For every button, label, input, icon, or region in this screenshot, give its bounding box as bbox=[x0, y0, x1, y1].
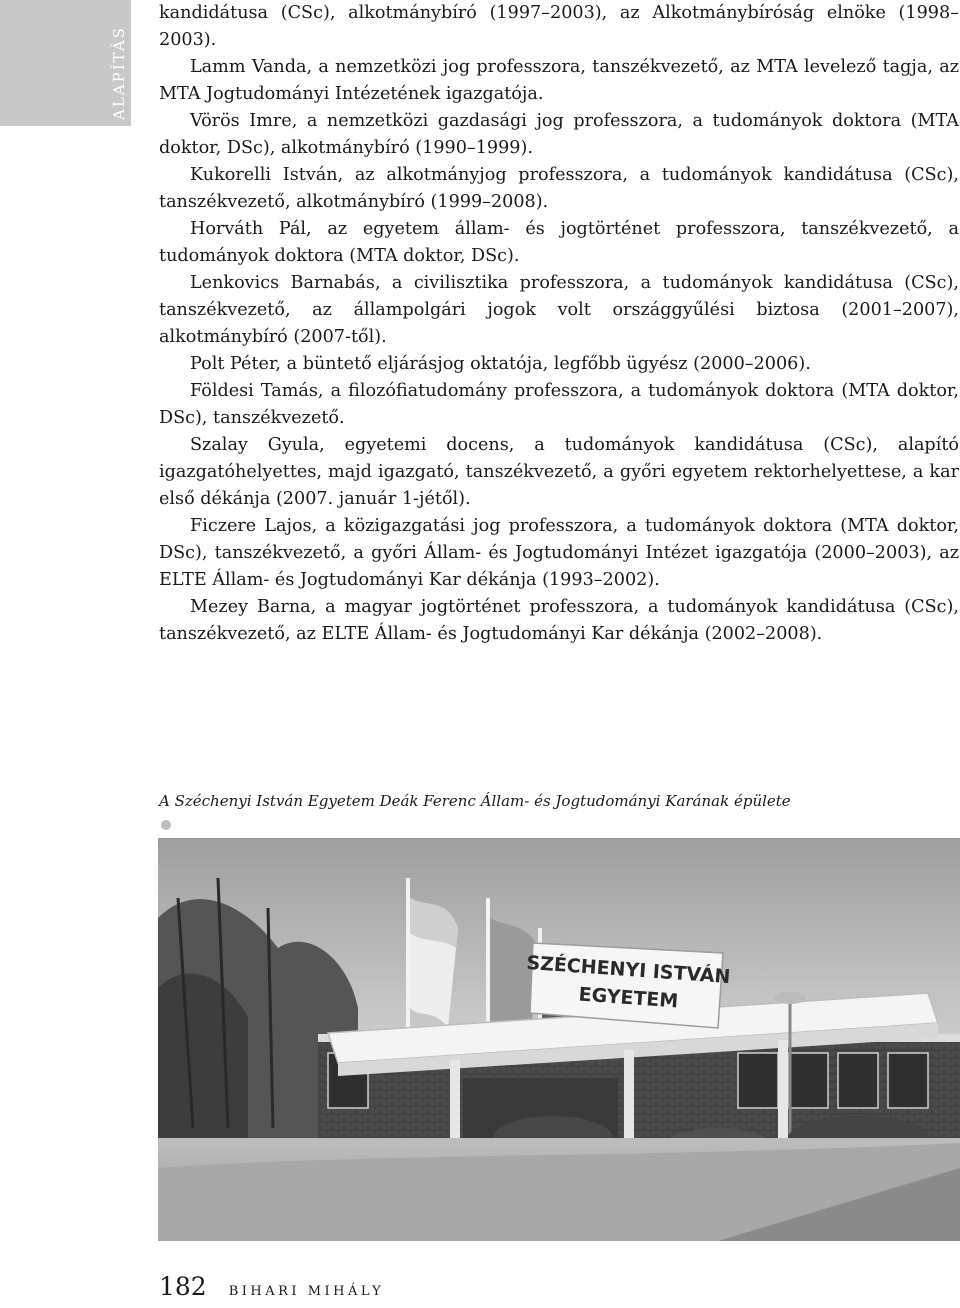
figure-caption: A Széchenyi István Egyetem Deák Ferenc Állam- és Jogtudományi Karának épülete bbox=[159, 792, 791, 810]
paragraph: Vörös Imre, a nemzetközi gazdasági jog professzora, a tudományok doktora (MTA doktor, DSc), alkotmánybíró (1990–1999). bbox=[159, 111, 959, 158]
paragraph: Horváth Pál, az egyetem állam- és jogtörténet professzora, tanszékvezető, a tudományok doktora (MTA doktor, DSc). bbox=[159, 219, 959, 266]
paragraph: Mezey Barna, a magyar jogtörténet professzora, a tudományok kandidátusa (CSc), tanszékvezető, az ELTE Állam- és Jogtudományi Kar dékánja (2002–2008). bbox=[159, 597, 959, 644]
paragraph: Ficzere Lajos, a közigazgatási jog professzora, a tudományok doktora (MTA doktor, DSc), tanszékvezető, a győri Állam- és Jogtudományi Intézet igazgatója (2000–2003), az ELTE Állam- és Jogtudományi Kar dékánja (1993–2002). bbox=[159, 516, 959, 590]
paragraph: Kukorelli István, az alkotmányjog professzora, a tudományok kandidátusa (CSc), tanszékvezető, alkotmánybíró (1999–2008). bbox=[159, 165, 959, 212]
paragraph: Lenkovics Barnabás, a civilisztika professzora, a tudományok kandidátusa (CSc), tanszékvezető, az állampolgári jogok volt országgyűlési biztosa (2001–2007), alkotmánybíró (2007-től). bbox=[159, 273, 959, 347]
running-head: BIHARI MIHÁLY bbox=[228, 1284, 385, 1299]
paragraph: Földesi Tamás, a filozófiatudomány professzora, a tudományok doktora (MTA doktor, DSc), tanszékvezető. bbox=[159, 381, 959, 428]
paragraph: Szalay Gyula, egyetemi docens, a tudományok kandidátusa (CSc), alapító igazgatóhelyettes, majd igazgató, tanszékvezető, a győri egyetem rektorhelyettese, a kar első dékánja (2007. január 1-jétől). bbox=[159, 435, 959, 509]
page-footer bbox=[159, 1272, 384, 1308]
building-photo bbox=[158, 838, 960, 1241]
sign-line-1: SZÉCHENYI ISTVÁN bbox=[525, 951, 732, 989]
sign-line-2: EGYETEM bbox=[577, 983, 679, 1013]
page-number: 182 bbox=[159, 1272, 207, 1301]
paragraph: kandidátusa (CSc), alkotmánybíró (1997–2003), az Alkotmánybíróság elnöke (1998–2003). bbox=[159, 3, 959, 50]
paragraph: Lamm Vanda, a nemzetközi jog professzora, tanszékvezető, az MTA levelező tagja, az MTA Jogtudományi Intézetének igazgatója. bbox=[159, 57, 959, 104]
body-text bbox=[159, 0, 959, 648]
paragraph: Polt Péter, a büntető eljárásjog oktatója, legfőbb ügyész (2000–2006). bbox=[190, 354, 811, 374]
caption-bullet-icon bbox=[161, 820, 171, 830]
section-side-tab-label: ALAPÍTÁS bbox=[110, 26, 128, 120]
